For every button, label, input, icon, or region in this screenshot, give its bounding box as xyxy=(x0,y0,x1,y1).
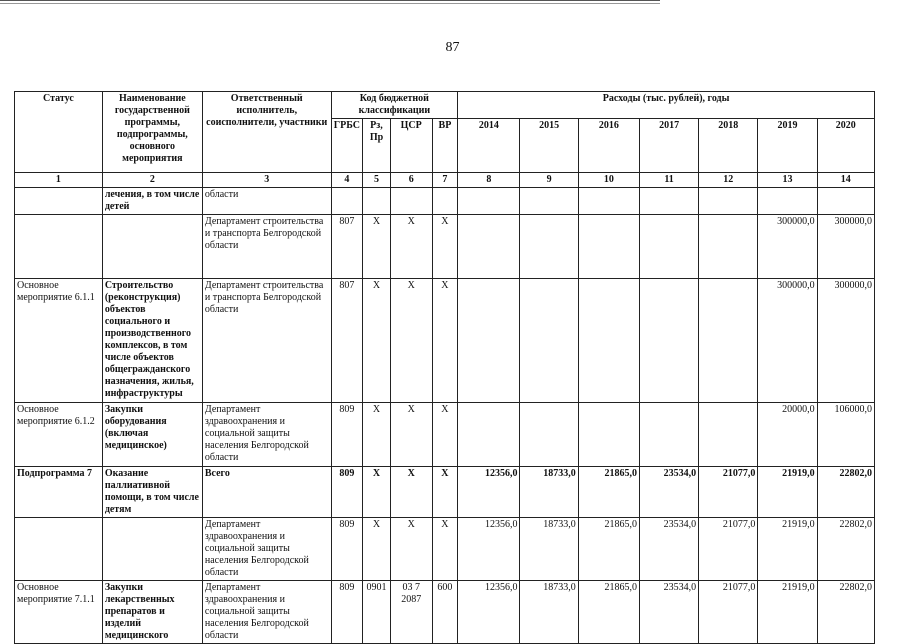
expense-cell xyxy=(758,188,817,215)
vr-cell: Х xyxy=(432,279,458,403)
page-number: 87 xyxy=(445,40,460,55)
expense-cell xyxy=(578,215,639,279)
expense-cell: 21919,0 xyxy=(758,467,817,518)
expense-cell xyxy=(578,403,639,467)
header-year: 2015 xyxy=(520,119,578,173)
expense-cell xyxy=(699,403,758,467)
expense-cell xyxy=(458,215,520,279)
expense-cell: 300000,0 xyxy=(758,279,817,403)
name-cell: Строительство (реконструкция) объектов социального и производственного комплексов, в том числе объектов общегражданского назначения, жилья, инфраструктуры xyxy=(102,279,202,403)
name-cell: Оказание паллиативной помощи, в том числе детям xyxy=(102,467,202,518)
csr-cell: Х xyxy=(390,215,432,279)
expense-cell: 23534,0 xyxy=(639,467,698,518)
col-number: 13 xyxy=(758,173,817,188)
table-row xyxy=(15,215,875,279)
column-number-row xyxy=(15,173,875,188)
executor-cell: Департамент здравоохранения и социальной защиты населения Белгородской области xyxy=(202,518,331,581)
col-number: 10 xyxy=(578,173,639,188)
expense-cell: 300000,0 xyxy=(758,215,817,279)
expense-cell: 23534,0 xyxy=(639,581,698,644)
col-number: 7 xyxy=(432,173,458,188)
expense-cell: 21077,0 xyxy=(699,518,758,581)
expense-cell: 12356,0 xyxy=(458,518,520,581)
expense-cell: 20000,0 xyxy=(758,403,817,467)
grbs-cell: 809 xyxy=(331,581,363,644)
csr-cell: Х xyxy=(390,403,432,467)
table-row xyxy=(15,518,875,581)
vr-cell xyxy=(432,188,458,215)
executor-cell: области xyxy=(202,188,331,215)
csr-cell: Х xyxy=(390,467,432,518)
vr-cell: Х xyxy=(432,518,458,581)
expense-cell xyxy=(520,279,578,403)
header-grbs: ГРБС xyxy=(331,119,363,173)
rzpr-cell: Х xyxy=(363,279,391,403)
col-number: 11 xyxy=(639,173,698,188)
expense-cell xyxy=(520,403,578,467)
col-number: 2 xyxy=(102,173,202,188)
table-row xyxy=(15,581,875,644)
expense-cell: 18733,0 xyxy=(520,467,578,518)
grbs-cell xyxy=(331,188,363,215)
expense-cell xyxy=(639,215,698,279)
header-year: 2014 xyxy=(458,119,520,173)
top-rule xyxy=(0,0,660,1)
header-year: 2020 xyxy=(817,119,874,173)
expense-cell: 21077,0 xyxy=(699,467,758,518)
expense-cell xyxy=(639,403,698,467)
expense-cell: 21919,0 xyxy=(758,518,817,581)
expense-cell: 12356,0 xyxy=(458,581,520,644)
expense-cell: 18733,0 xyxy=(520,518,578,581)
vr-cell: Х xyxy=(432,467,458,518)
expense-cell: 21077,0 xyxy=(699,581,758,644)
expense-cell: 300000,0 xyxy=(817,215,874,279)
grbs-cell: 807 xyxy=(331,279,363,403)
csr-cell: Х xyxy=(390,279,432,403)
header-csr: ЦСР xyxy=(390,119,432,173)
col-number: 4 xyxy=(331,173,363,188)
status-cell xyxy=(15,518,103,581)
csr-cell xyxy=(390,188,432,215)
expense-cell: 22802,0 xyxy=(817,518,874,581)
name-cell xyxy=(102,215,202,279)
rzpr-cell: 0901 xyxy=(363,581,391,644)
rzpr-cell: Х xyxy=(363,518,391,581)
rzpr-cell xyxy=(363,188,391,215)
executor-cell: Департамент здравоохранения и социальной защиты населения Белгородской области xyxy=(202,403,331,467)
expense-cell: 18733,0 xyxy=(520,581,578,644)
top-rule-secondary xyxy=(0,3,660,4)
col-number: 1 xyxy=(15,173,103,188)
rzpr-cell: Х xyxy=(363,467,391,518)
header-status: Статус xyxy=(15,92,103,173)
expense-cell xyxy=(639,188,698,215)
expense-cell xyxy=(578,279,639,403)
expense-cell: 21865,0 xyxy=(578,518,639,581)
vr-cell: Х xyxy=(432,403,458,467)
expense-cell: 23534,0 xyxy=(639,518,698,581)
expense-cell xyxy=(520,215,578,279)
executor-cell: Департамент строительства и транспорта Белгородской области xyxy=(202,215,331,279)
executor-cell: Департамент здравоохранения и социальной защиты населения Белгородской области xyxy=(202,581,331,644)
expense-cell xyxy=(699,188,758,215)
expense-cell xyxy=(817,188,874,215)
col-number: 8 xyxy=(458,173,520,188)
rzpr-cell: Х xyxy=(363,403,391,467)
grbs-cell: 807 xyxy=(331,215,363,279)
expense-cell: 22802,0 xyxy=(817,581,874,644)
table-row xyxy=(15,188,875,215)
expense-cell xyxy=(699,215,758,279)
expense-cell: 21919,0 xyxy=(758,581,817,644)
expense-cell: 106000,0 xyxy=(817,403,874,467)
expense-cell: 12356,0 xyxy=(458,467,520,518)
name-cell: Закупки оборудования (включая медицинское) xyxy=(102,403,202,467)
expense-cell: 21865,0 xyxy=(578,581,639,644)
table-row xyxy=(15,279,875,403)
expense-cell: 22802,0 xyxy=(817,467,874,518)
csr-cell: 03 7 2087 xyxy=(390,581,432,644)
status-cell: Основное мероприятие 6.1.1 xyxy=(15,279,103,403)
expense-cell: 21865,0 xyxy=(578,467,639,518)
status-cell: Подпрограмма 7 xyxy=(15,467,103,518)
name-cell: Закупки лекарственных препаратов и изделий медицинского xyxy=(102,581,202,644)
header-year: 2018 xyxy=(699,119,758,173)
header-budget-code: Код бюджетной классификации xyxy=(331,92,458,119)
expense-cell xyxy=(639,279,698,403)
status-cell xyxy=(15,188,103,215)
grbs-cell: 809 xyxy=(331,403,363,467)
col-number: 3 xyxy=(202,173,331,188)
grbs-cell: 809 xyxy=(331,467,363,518)
col-number: 12 xyxy=(699,173,758,188)
vr-cell: Х xyxy=(432,215,458,279)
header-rzpr: Рз, Пр xyxy=(363,119,391,173)
col-number: 6 xyxy=(390,173,432,188)
col-number: 14 xyxy=(817,173,874,188)
executor-cell: Всего xyxy=(202,467,331,518)
expense-cell: 300000,0 xyxy=(817,279,874,403)
expense-cell xyxy=(520,188,578,215)
status-cell: Основное мероприятие 7.1.1 xyxy=(15,581,103,644)
expense-cell xyxy=(458,279,520,403)
header-year: 2019 xyxy=(758,119,817,173)
name-cell: лечения, в том числе детей xyxy=(102,188,202,215)
header-year: 2017 xyxy=(639,119,698,173)
executor-cell: Департамент строительства и транспорта Белгородской области xyxy=(202,279,331,403)
name-cell xyxy=(102,518,202,581)
expense-cell xyxy=(458,188,520,215)
header-vr: ВР xyxy=(432,119,458,173)
header-year: 2016 xyxy=(578,119,639,173)
header-row-1 xyxy=(15,92,875,119)
header-name: Наименование государственной программы, подпрограммы, основного мероприятия xyxy=(102,92,202,173)
expense-cell xyxy=(458,403,520,467)
status-cell xyxy=(15,215,103,279)
table-row xyxy=(15,403,875,467)
csr-cell: Х xyxy=(390,518,432,581)
vr-cell: 600 xyxy=(432,581,458,644)
status-cell: Основное мероприятие 6.1.2 xyxy=(15,403,103,467)
table-row xyxy=(15,467,875,518)
budget-table xyxy=(14,91,875,644)
col-number: 5 xyxy=(363,173,391,188)
header-executor: Ответственный исполнитель, соисполнители, участники xyxy=(202,92,331,173)
rzpr-cell: Х xyxy=(363,215,391,279)
expense-cell xyxy=(699,279,758,403)
grbs-cell: 809 xyxy=(331,518,363,581)
header-expenses: Расходы (тыс. рублей), годы xyxy=(458,92,875,119)
expense-cell xyxy=(578,188,639,215)
col-number: 9 xyxy=(520,173,578,188)
